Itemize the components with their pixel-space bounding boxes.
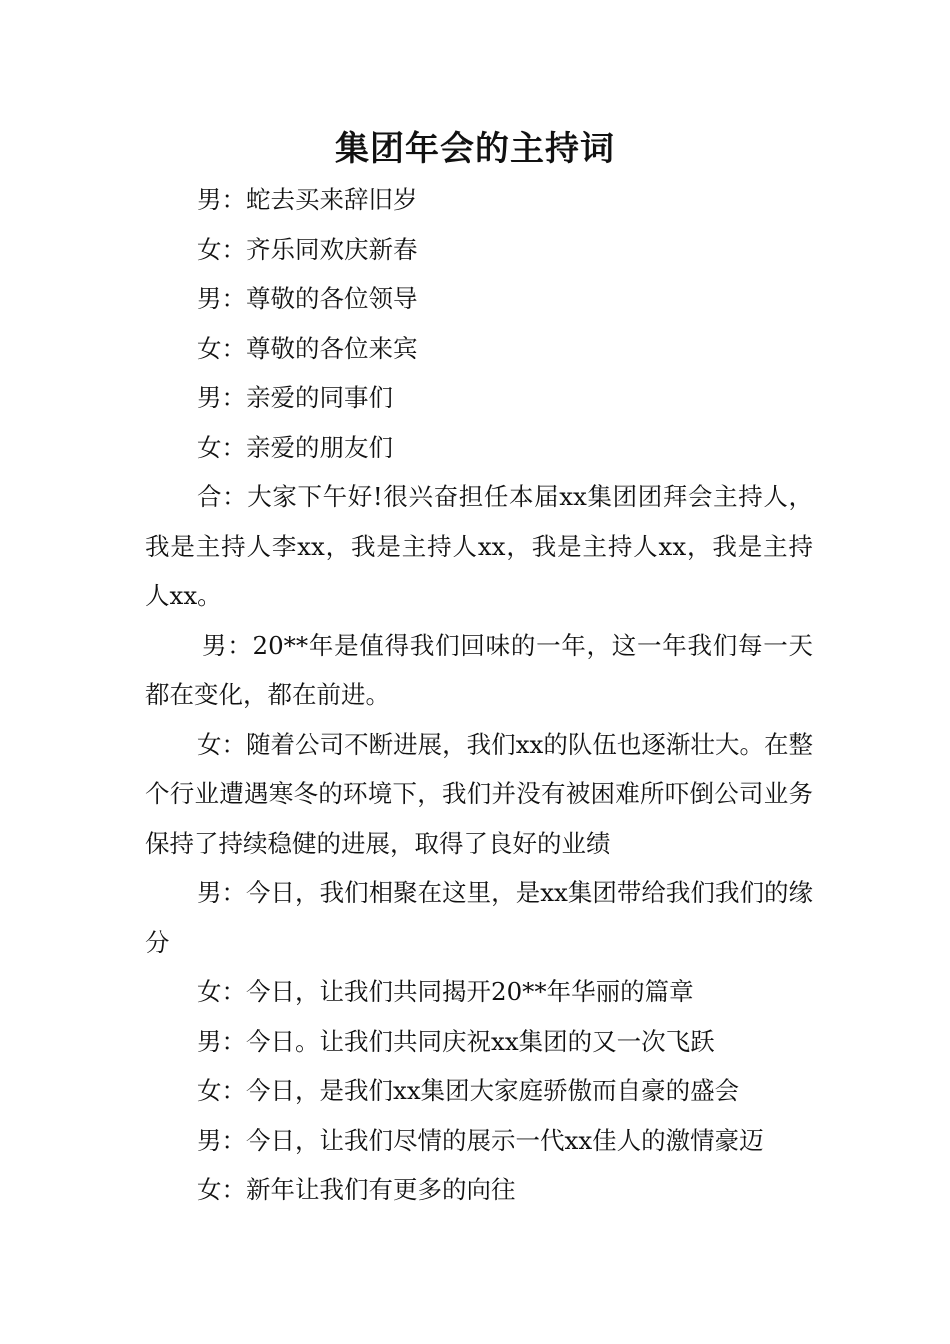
paragraph: 合：大家下午好!很兴奋担任本届xx集团团拜会主持人，我是主持人李xx，我是主持人xx，我是主持人xx，我是主持人xx。 <box>145 482 813 610</box>
paragraph: 女：尊敬的各位来宾 <box>197 333 418 363</box>
document-title: 集团年会的主持词 <box>335 129 615 169</box>
paragraph: 男：今日。让我们共同庆祝xx集团的又一次飞跃 <box>197 1026 715 1056</box>
paragraph: 女：今日，让我们共同揭开20**年华丽的篇章 <box>197 977 694 1006</box>
paragraph: 女：新年让我们有更多的向往 <box>197 1175 516 1204</box>
paragraph: 女：亲爱的朋友们 <box>197 432 393 462</box>
document-body <box>145 175 813 1215</box>
paragraph: 男：20**年是值得我们回味的一年，这一年我们每一天都在变化，都在前进。 <box>145 630 813 709</box>
paragraph: 女：今日，是我们xx集团大家庭骄傲而自豪的盛会 <box>197 1076 740 1105</box>
paragraph: 男：尊敬的各位领导 <box>197 284 418 313</box>
paragraph: 男：亲爱的同事们 <box>197 383 393 412</box>
paragraph: 女：齐乐同欢庆新春 <box>197 234 418 264</box>
paragraph: 男：蛇去买来辞旧岁 <box>197 185 418 214</box>
paragraph: 女：随着公司不断进展，我们xx的队伍也逐渐壮大。在整个行业遭遇寒冬的环境下，我们并没有被困难所吓倒公司业务保持了持续稳健的进展，取得了良好的业绩 <box>145 729 813 858</box>
paragraph: 男：今日，我们相聚在这里，是xx集团带给我们我们的缘分 <box>145 878 813 957</box>
paragraph: 男：今日，让我们尽情的展示一代xx佳人的激情豪迈 <box>197 1125 764 1155</box>
